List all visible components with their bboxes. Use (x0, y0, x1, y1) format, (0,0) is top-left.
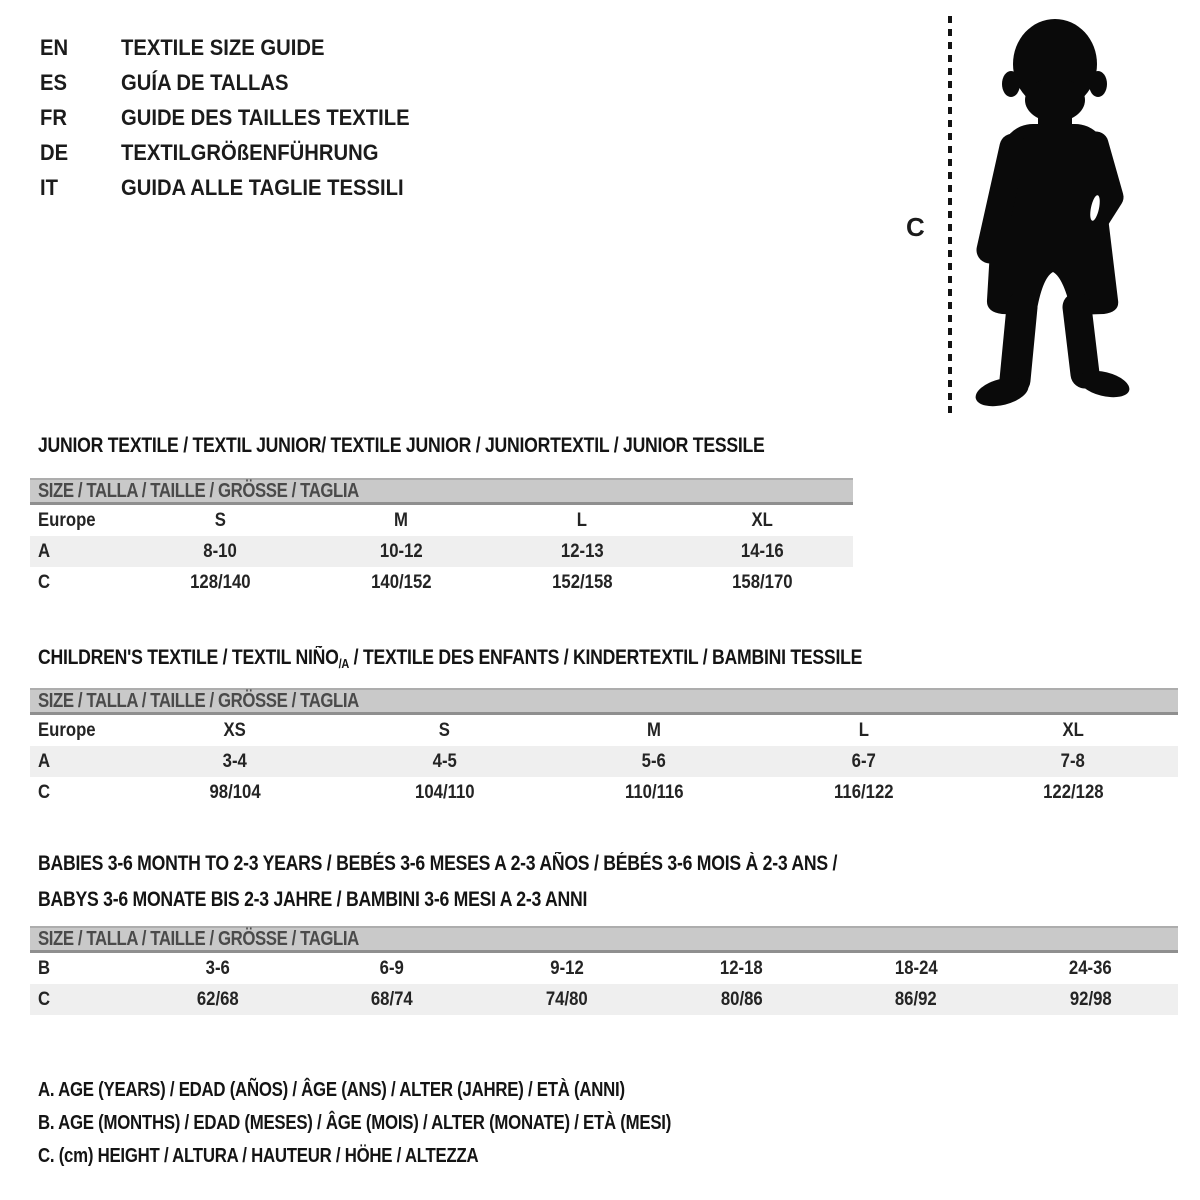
size-value: M (647, 719, 661, 741)
title-line: BABYS 3-6 MONATE BIS 2-3 JAHRE / BAMBINI 3-6 MESI A 2-3 ANNI (38, 888, 588, 911)
size-value: 140/152 (370, 571, 432, 593)
size-value: 5-6 (641, 750, 667, 772)
legend-line-c: C. (cm) HEIGHT / ALTURA / HAUTEUR / HÖHE / ALTEZZA (38, 1145, 479, 1167)
table-row (30, 715, 1178, 746)
title-text: / TEXTILE DES ENFANTS / KINDERTEXTIL / BAMBINI TESSILE (349, 646, 863, 669)
size-value: 80/86 (720, 988, 763, 1010)
row-label: A (38, 540, 51, 562)
size-value: 98/104 (209, 781, 261, 803)
row-label: C (38, 781, 51, 803)
size-value: 18-24 (894, 957, 938, 979)
size-value: 68/74 (371, 988, 413, 1010)
table-row (30, 505, 853, 536)
size-value: L (576, 509, 587, 531)
language-row (40, 100, 442, 135)
table-body (30, 715, 1178, 808)
junior-size-table (30, 478, 853, 598)
size-value: M (394, 509, 409, 531)
table-size-header: SIZE / TALLA / TAILLE / GRÖSSE / TAGLIA (30, 478, 853, 505)
size-value: 6-7 (851, 750, 876, 772)
row-label: A (38, 750, 51, 772)
row-label: B (38, 957, 51, 979)
size-value: 7-8 (1061, 750, 1086, 772)
table-row (30, 536, 853, 567)
table-row (30, 984, 1178, 1015)
size-value: 3-6 (205, 957, 230, 979)
row-label: Europe (38, 509, 96, 531)
size-value: 158/170 (732, 571, 793, 593)
size-value: 24-36 (1069, 957, 1113, 979)
size-value: 122/128 (1042, 781, 1104, 803)
size-value: XL (1062, 719, 1084, 741)
size-value: 12-18 (719, 957, 763, 979)
size-value: 6-9 (379, 957, 405, 979)
language-code: DE (40, 139, 69, 165)
size-value: 92/98 (1069, 988, 1112, 1010)
size-value: 8-10 (203, 540, 238, 562)
guide-title: TEXTILE SIZE GUIDE (120, 34, 325, 60)
table-row (30, 567, 853, 598)
table-row (30, 953, 1178, 984)
language-code: FR (40, 104, 67, 130)
children-section-title (38, 646, 1019, 671)
language-row (40, 170, 442, 205)
row-label: Europe (38, 719, 96, 741)
table-row (30, 746, 1178, 777)
size-value: XL (751, 509, 774, 531)
table-row (30, 777, 1178, 808)
size-value: 74/80 (545, 988, 588, 1010)
size-value: 4-5 (432, 750, 457, 772)
row-label: C (38, 988, 51, 1010)
guide-title: GUIDA ALLE TAGLIE TESSILI (120, 174, 404, 200)
language-row (40, 30, 442, 65)
size-value: 12-13 (560, 540, 604, 562)
size-value: 14-16 (741, 540, 785, 562)
measurement-legend (38, 1074, 792, 1173)
size-value: 128/140 (190, 571, 251, 593)
row-label: C (38, 571, 51, 593)
language-row (40, 135, 442, 170)
size-value: L (858, 719, 869, 741)
title-text: CHILDREN'S TEXTILE / TEXTIL NIÑO (38, 646, 339, 669)
language-code: IT (40, 174, 58, 200)
junior-section-title: JUNIOR TEXTILE / TEXTIL JUNIOR/ TEXTILE JUNIOR / JUNIORTEXTIL / JUNIOR TESSILE (38, 434, 765, 457)
height-measure-line (948, 16, 952, 414)
size-value: 62/68 (196, 988, 239, 1010)
size-value: 104/110 (414, 781, 475, 803)
size-value: S (438, 719, 450, 741)
guide-title: TEXTILGRÖßENFÜHRUNG (120, 139, 379, 165)
guide-title: GUÍA DE TALLAS (120, 69, 289, 95)
table-body (30, 953, 1178, 1015)
size-value: 152/158 (551, 571, 613, 593)
legend-line-b: B. AGE (MONTHS) / EDAD (MESES) / ÂGE (MOIS) / ALTER (MONATE) / ETÀ (MESI) (38, 1112, 672, 1134)
language-code: EN (40, 34, 69, 60)
guide-title: GUIDE DES TAILLES TEXTILE (120, 104, 410, 130)
language-code: ES (40, 69, 68, 95)
size-value: XS (223, 719, 246, 741)
measure-label-c: C (906, 212, 925, 242)
title-line: BABIES 3-6 MONTH TO 2-3 YEARS / BEBÉS 3-6 MESES A 2-3 AÑOS / BÉBÉS 3-6 MOIS À 2-3 ANS / (38, 852, 838, 875)
children-size-table (30, 688, 1178, 808)
size-value: 9-12 (549, 957, 584, 979)
babies-section-title (38, 846, 989, 918)
size-value: 3-4 (222, 750, 247, 772)
legend-line-a: A. AGE (YEARS) / EDAD (AÑOS) / ÂGE (ANS) / ALTER (JAHRE) / ETÀ (ANNI) (38, 1079, 625, 1101)
size-value: S (214, 509, 226, 531)
size-value: 116/122 (833, 781, 894, 803)
title-subscript: /A (338, 656, 350, 671)
table-size-header: SIZE / TALLA / TAILLE / GRÖSSE / TAGLIA (30, 688, 1178, 715)
size-value: 86/92 (895, 988, 937, 1010)
size-value: 10-12 (379, 540, 423, 562)
baby-silhouette-icon (958, 12, 1140, 416)
table-size-header: SIZE / TALLA / TAILLE / GRÖSSE / TAGLIA (30, 926, 1178, 953)
babies-size-table (30, 926, 1178, 1015)
size-value: 110/116 (624, 781, 684, 803)
language-row (40, 65, 442, 100)
table-body (30, 505, 853, 598)
language-title-list (40, 30, 442, 205)
